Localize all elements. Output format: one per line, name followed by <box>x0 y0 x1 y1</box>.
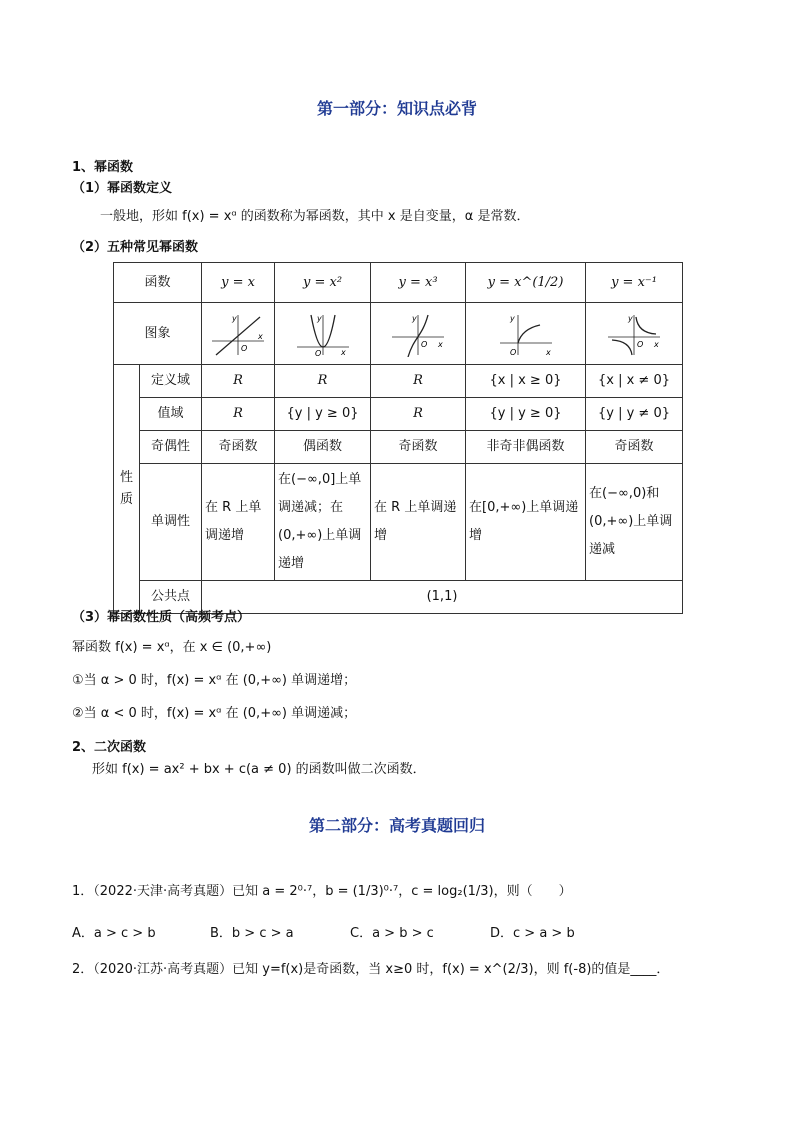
part2-title: 第二部分：高考真题回归 <box>308 816 485 835</box>
section-power-function: 1、幂函数 <box>72 160 134 175</box>
cubic-graph-icon <box>371 303 466 365</box>
svg-text:x: x <box>340 347 346 357</box>
svg-text:O: O <box>314 348 321 357</box>
table-row <box>114 431 683 464</box>
func-cell: y = x⁻¹ <box>586 263 683 303</box>
table-cell: {y | y ≠ 0} <box>586 398 683 431</box>
table-row <box>114 464 683 581</box>
func-cell: y = x^(1/2) <box>466 263 586 303</box>
table-cell: 奇函数 <box>202 431 275 464</box>
option-c: C．a > b > c <box>350 926 434 941</box>
svg-text:y: y <box>628 313 633 323</box>
table-cell: 在 R 上单调递增 <box>202 464 275 581</box>
svg-text:x: x <box>545 347 551 357</box>
option-a: A．a > c > b <box>72 926 156 941</box>
question-1: 1．（2022·天津·高考真题）已知 a = 2⁰·⁷，b = (1/3)⁰·⁷，c = log₂(1/3)，则（ ） <box>72 884 572 899</box>
table-row <box>114 263 683 303</box>
row-label: 奇偶性 <box>140 431 202 464</box>
row-label: 值域 <box>140 398 202 431</box>
parabola-graph-icon <box>275 303 371 365</box>
svg-text:y: y <box>232 313 237 323</box>
definition-text: 一般地，形如 f(x) = xᵅ 的函数称为幂函数，其中 x 是自变量，α 是常数． <box>100 209 530 224</box>
table-row <box>114 303 683 365</box>
svg-text:y: y <box>412 313 417 323</box>
row-label: 单调性 <box>140 464 202 581</box>
svg-text:y: y <box>316 313 322 323</box>
part1-title: 第一部分：知识点必背 <box>316 99 477 118</box>
property-line: 幂函数 f(x) = xᵅ，在 x ∈ (0,+∞) <box>72 640 272 655</box>
table-cell: R <box>202 365 275 398</box>
table-cell: 在[0,+∞)上单调递增 <box>466 464 586 581</box>
section-quadratic: 2、二次函数 <box>72 740 147 755</box>
table-cell: 奇函数 <box>586 431 683 464</box>
func-cell: y = x <box>202 263 275 303</box>
quadratic-definition: 形如 f(x) = ax² + bx + c(a ≠ 0) 的函数叫做二次函数． <box>92 762 426 777</box>
table-cell: R <box>275 365 371 398</box>
svg-text:O: O <box>637 339 644 349</box>
svg-text:x: x <box>258 331 263 341</box>
table-cell: 偶函数 <box>275 431 371 464</box>
subsection-definition: （1）幂函数定义 <box>72 181 173 196</box>
option-d: D．c > a > b <box>490 926 575 941</box>
svg-text:O: O <box>241 343 248 353</box>
table-cell: R <box>371 365 466 398</box>
table-row <box>114 398 683 431</box>
table-cell: 在 R 上单调递增 <box>371 464 466 581</box>
header-graph: 图象 <box>114 303 202 365</box>
table-cell: {y | y ≥ 0} <box>275 398 371 431</box>
table-row <box>114 365 683 398</box>
table-cell: 在(−∞,0)和(0,+∞)上单调递减 <box>586 464 683 581</box>
property-line: ②当 α < 0 时，f(x) = xᵅ 在 (0,+∞) 单调递减； <box>72 706 357 721</box>
subsection-five-functions: （2）五种常见幂函数 <box>72 240 199 255</box>
power-function-table <box>113 262 683 614</box>
subsection-properties: （3）幂函数性质（高频考点） <box>72 610 251 625</box>
row-label: 公共点 <box>140 581 202 614</box>
table-cell: R <box>371 398 466 431</box>
hyperbola-graph-icon <box>586 303 683 365</box>
header-function: 函数 <box>114 263 202 303</box>
table-cell: {y | y ≥ 0} <box>466 398 586 431</box>
func-cell: y = x³ <box>371 263 466 303</box>
svg-text:O: O <box>421 339 428 349</box>
svg-text:O: O <box>509 347 516 357</box>
line-graph-icon <box>202 303 275 365</box>
table-cell: (1,1) <box>202 581 683 614</box>
table-cell: 非奇非偶函数 <box>466 431 586 464</box>
row-label: 定义域 <box>140 365 202 398</box>
sqrt-graph-icon <box>466 303 586 365</box>
table-cell: {x | x ≠ 0} <box>586 365 683 398</box>
svg-text:x: x <box>654 339 659 349</box>
property-label: 性质 <box>114 365 140 614</box>
property-line: ①当 α > 0 时，f(x) = xᵅ 在 (0,+∞) 单调递增； <box>72 673 357 688</box>
option-b: B．b > c > a <box>210 926 294 941</box>
func-cell: y = x² <box>275 263 371 303</box>
table-cell: 奇函数 <box>371 431 466 464</box>
table-cell: R <box>202 398 275 431</box>
table-cell: {x | x ≥ 0} <box>466 365 586 398</box>
svg-text:x: x <box>438 339 443 349</box>
svg-text:y: y <box>509 313 515 323</box>
question-2: 2．（2020·江苏·高考真题）已知 y=f(x)是奇函数，当 x≥0 时，f(x) = x^(2/3)，则 f(-8)的值是____． <box>72 962 670 977</box>
table-cell: 在(−∞,0]上单调递减；在(0,+∞)上单调递增 <box>275 464 371 581</box>
